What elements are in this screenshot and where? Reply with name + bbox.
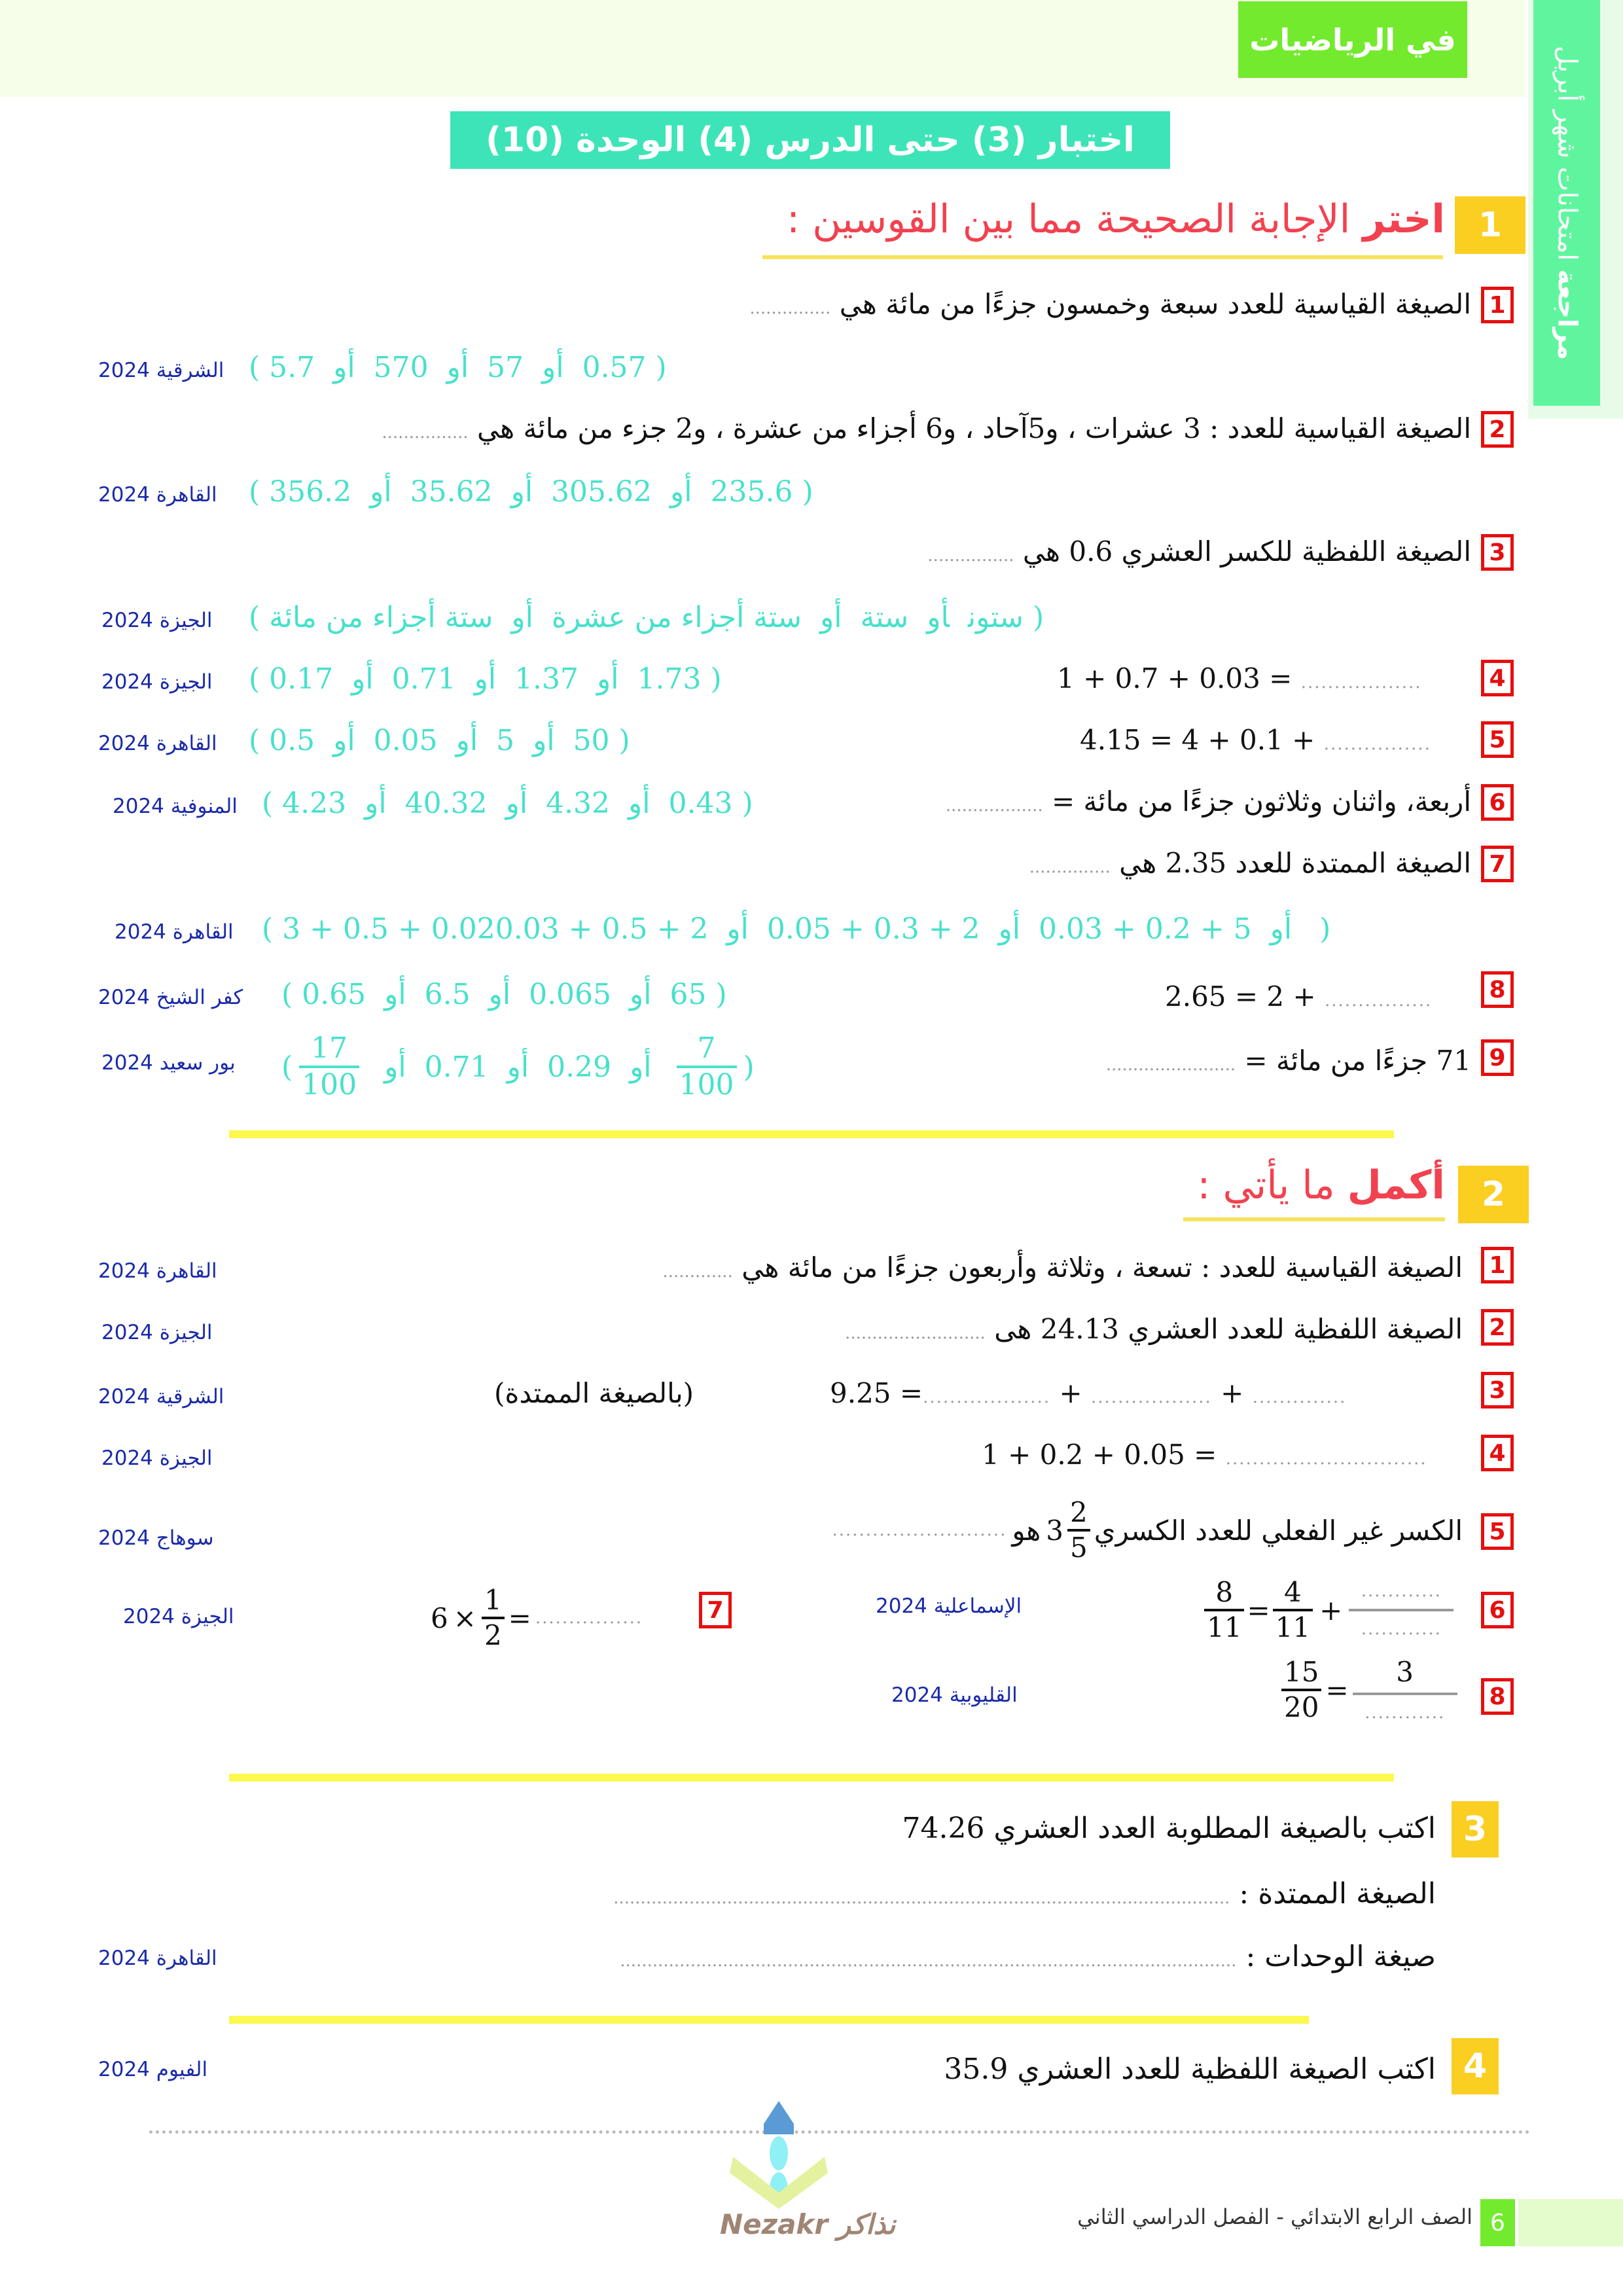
fraction-denominator: 100: [677, 1066, 737, 1100]
choice[interactable]: 6.5: [424, 978, 471, 1011]
fraction: [1273, 1576, 1313, 1643]
question-text: [832, 1496, 1463, 1564]
answer-blank-numerator[interactable]: ............: [1361, 1581, 1442, 1601]
section-2-underline: [1183, 1217, 1445, 1221]
fraction-numerator: 17: [311, 1031, 348, 1065]
question-expression: [1204, 1576, 1454, 1643]
choice[interactable]: ستة أجزاء من مائة: [269, 601, 493, 634]
side-banner: [1533, 0, 1600, 406]
question-text-body: الصيغة اللفظية للكسر العشري 0.6 هي: [1022, 535, 1471, 567]
subject-tag: [1238, 1, 1467, 78]
region-label: الجيزة 2024: [101, 609, 213, 632]
or-word: أو: [628, 787, 651, 820]
choice[interactable]: 0.43: [668, 787, 733, 820]
choices: ( 0.57أو57أو570أو5.7 ): [249, 351, 667, 384]
side-banner-rest: امتحانات شهر أبريل: [1552, 45, 1582, 261]
question-expression: [1057, 662, 1421, 694]
question-number-box: 3: [1481, 1372, 1514, 1408]
answer-blank[interactable]: ................: [1323, 734, 1431, 754]
question-text-after: هو: [1012, 1514, 1041, 1547]
question-text: [1029, 847, 1471, 879]
or-word: أو: [511, 601, 533, 634]
question-expression: [1165, 980, 1432, 1013]
or-word: أو: [488, 978, 511, 1011]
choice[interactable]: 50: [573, 724, 610, 757]
or-word: أو: [507, 1050, 529, 1084]
region-label: الشرقية 2024: [98, 1385, 224, 1408]
or-word: أو: [384, 1050, 406, 1084]
choice[interactable]: 3 + 0.5 + 0.02: [282, 912, 495, 946]
plus-sign: +: [1059, 1377, 1082, 1409]
region-label: الإسماعلية 2024: [876, 1594, 1022, 1618]
answer-blank[interactable]: ................: [535, 1608, 643, 1628]
fraction-numerator: 7: [697, 1031, 716, 1065]
times-sign: ×: [453, 1602, 476, 1634]
answer-fraction[interactable]: [1349, 1583, 1454, 1638]
or-word: أو: [533, 724, 555, 757]
answer-blank[interactable]: ..........................: [832, 1520, 1007, 1540]
fraction-numerator: 1: [484, 1584, 502, 1616]
region-label: بور سعيد 2024: [101, 1051, 236, 1075]
choice[interactable]: 0.71: [391, 662, 456, 696]
choices: ( 1.73أو1.37أو0.71أو0.17 ): [249, 662, 722, 696]
choice[interactable]: 0.065: [529, 978, 612, 1011]
region-label: الفيوم 2024: [98, 2058, 208, 2081]
question-number-box: 4: [1481, 1435, 1514, 1471]
fraction: [1281, 1656, 1321, 1723]
or-word: أو: [510, 475, 533, 509]
logo-icon: [717, 2101, 841, 2219]
question-text-body: أربعة، واثنان وثلاثون جزءًا من مائة =: [1051, 785, 1471, 817]
region-label: كفر الشيخ 2024: [98, 986, 243, 1009]
question-text: [927, 535, 1471, 567]
answer-fraction[interactable]: [1353, 1656, 1457, 1723]
fraction-numerator: 8: [1215, 1576, 1234, 1608]
section-3-number: 3: [1452, 1801, 1499, 1857]
choice[interactable]: 0.17: [269, 662, 334, 696]
choice[interactable]: 0.05: [373, 724, 438, 757]
choices: ( 65أو0.065أو6.5أو0.65 ): [281, 978, 727, 1011]
choice[interactable]: 0.71: [424, 1050, 489, 1084]
section-4-number: 4: [1452, 2038, 1499, 2094]
choice[interactable]: 2 + 0.3 + 0.05: [766, 912, 980, 946]
question-number-box: 6: [1481, 784, 1514, 821]
expanded-form-line: [613, 1877, 1436, 1910]
choice[interactable]: 235.6: [710, 475, 793, 509]
answer-blank[interactable]: ..............: [1252, 1388, 1347, 1407]
logo-text: Nezakr نذاكر: [720, 2208, 896, 2240]
question-number-box: 1: [1481, 287, 1514, 323]
or-word: أو: [597, 662, 619, 696]
paren-open: (: [743, 1050, 755, 1084]
or-word: أو: [365, 787, 387, 820]
choices: ( 235.6أو305.62أو35.62أو356.2 ): [249, 475, 813, 509]
mixed-fraction-part: [1067, 1496, 1090, 1564]
expanded-form-label: الصيغة الممتدة :: [1239, 1877, 1436, 1910]
region-label: الجيزة 2024: [123, 1605, 234, 1628]
section-1-heading-bold: اختر: [1363, 196, 1445, 242]
units-form-line: [620, 1940, 1436, 1973]
whole-number: 6: [431, 1602, 448, 1634]
choice[interactable]: 570: [373, 351, 429, 384]
fraction-denominator: 5: [1067, 1529, 1090, 1562]
expression-text: 4.15 = 4 + 0.1 +: [1080, 724, 1315, 756]
choice[interactable]: 2 + 0.5 + 0.03: [495, 912, 709, 946]
answer-blank[interactable]: ..........................: [845, 1323, 986, 1343]
question-number-box: 6: [1481, 1592, 1514, 1628]
question-text-body: 71 جزءًا من مائة =: [1244, 1045, 1471, 1077]
answer-blank[interactable]: ...............: [749, 298, 831, 318]
region-label: الجيزة 2024: [101, 1321, 213, 1344]
choice[interactable]: 0.57: [582, 351, 647, 384]
question-number-box: 8: [1481, 971, 1514, 1008]
answer-blank-denominator[interactable]: ............: [1349, 1609, 1454, 1638]
or-word: أو: [820, 601, 842, 634]
question-expression: [982, 1439, 1427, 1471]
question-number-box: 4: [1481, 660, 1514, 696]
region-label: الشرقية 2024: [98, 359, 224, 382]
or-word: أو: [505, 787, 528, 820]
fraction-numerator: 15: [1284, 1656, 1319, 1688]
plus-sign: +: [1221, 1377, 1244, 1409]
fraction-numerator: 4: [1284, 1576, 1302, 1608]
region-label: القاهرة 2024: [98, 1259, 217, 1283]
question-number-box: 1: [1481, 1247, 1514, 1283]
choice[interactable]: 1.37: [514, 662, 579, 696]
or-word: أو: [998, 912, 1021, 946]
choice[interactable]: 65: [669, 978, 707, 1011]
section-4-heading: اكتب الصيغة اللفظية للعدد العشري 35.9: [944, 2053, 1436, 2086]
region-label: الجيزة 2024: [101, 1446, 213, 1470]
question-expression: [1281, 1656, 1457, 1723]
or-word: أو: [726, 912, 749, 946]
fraction-denominator: 11: [1204, 1609, 1244, 1641]
region-label: القليوبية 2024: [891, 1683, 1018, 1707]
plus-sign: +: [1319, 1594, 1343, 1626]
units-form-label: صيغة الوحدات :: [1245, 1940, 1436, 1973]
question-number-box: 2: [1481, 1309, 1514, 1346]
section-1-underline: [762, 255, 1443, 259]
paren-close: ): [281, 1050, 293, 1084]
section-divider: [229, 1774, 1394, 1782]
question-text: [845, 1313, 1463, 1345]
mixed-whole: 3: [1046, 1514, 1063, 1547]
answer-blank[interactable]: ..................................................................................................................: [613, 1888, 1230, 1908]
choice[interactable]: 305.62: [551, 475, 652, 509]
test-title-text: اختبار (3) حتى الدرس (4) الوحدة (10): [486, 120, 1135, 160]
question-text-body: الصيغة القياسية للعدد سبعة وخمسون جزءًا من مائة هي: [839, 288, 1471, 320]
choices: [281, 1031, 755, 1102]
answer-blank[interactable]: ................: [382, 423, 469, 442]
question-expression: [431, 1584, 643, 1651]
or-word: أو: [630, 978, 652, 1011]
question-expression: [830, 1377, 1346, 1409]
fraction: [482, 1584, 505, 1651]
expression-text: 2.65 = 2 +: [1165, 980, 1316, 1013]
question-text: [1106, 1045, 1471, 1077]
question-text: [946, 785, 1471, 817]
section-1-number: 1: [1455, 196, 1525, 254]
answer-blank[interactable]: ..............................: [1225, 1449, 1427, 1469]
question-number-box: 3: [1481, 534, 1514, 571]
question-expression: [1080, 724, 1431, 756]
section-2-heading-bold: أكمل: [1347, 1162, 1445, 1208]
or-word: أو: [1270, 912, 1293, 946]
region-label: القاهرة 2024: [98, 732, 217, 755]
question-text: [749, 288, 1471, 320]
answer-blank[interactable]: ................: [1325, 991, 1433, 1011]
choice[interactable]: 0.5: [269, 724, 315, 757]
fraction-numerator: 3: [1396, 1656, 1414, 1688]
choice[interactable]: 35.62: [410, 475, 493, 509]
question-number-box: 9: [1481, 1039, 1514, 1076]
choice-fraction[interactable]: [299, 1031, 359, 1102]
choice[interactable]: 4.23: [282, 787, 347, 820]
answer-blank[interactable]: ................: [927, 546, 1014, 565]
region-label: سوهاج 2024: [98, 1526, 214, 1550]
section-divider: [229, 2016, 1309, 2024]
question-text-body: الصيغة اللفظية للعدد العشري 24.13 هى: [994, 1313, 1463, 1345]
or-word: أو: [370, 475, 392, 509]
equals-sign: =: [508, 1602, 531, 1634]
choices: ( 50أو5أو0.05أو0.5 ): [249, 724, 630, 757]
equals-sign: =: [1247, 1594, 1270, 1626]
answer-blank[interactable]: ...................: [923, 1388, 1051, 1407]
or-word: أو: [927, 601, 950, 634]
fraction-denominator: 11: [1273, 1609, 1313, 1641]
or-word: أو: [333, 724, 355, 757]
format-note: (بالصيغة الممتدة): [494, 1377, 694, 1409]
question-number-box: 8: [1481, 1678, 1514, 1715]
or-word: أو: [446, 351, 469, 384]
choice[interactable]: 5.7: [269, 351, 315, 384]
choice[interactable]: 0.29: [547, 1050, 612, 1084]
or-word: أو: [351, 662, 374, 696]
section-2-heading: [1197, 1162, 1445, 1208]
question-number-box: 7: [1481, 846, 1514, 882]
region-label: القاهرة 2024: [98, 483, 217, 507]
page-number: 6: [1480, 2199, 1515, 2246]
region-label: القاهرة 2024: [98, 1946, 217, 1970]
choices: ( ستونأوستةأوستة أجزاء من عشرةأوستة أجزاء من مائة ): [249, 601, 1044, 634]
or-word: أو: [384, 978, 406, 1011]
section-1-heading: [787, 196, 1445, 242]
choice[interactable]: 4.32: [546, 787, 611, 820]
or-word: أو: [455, 724, 478, 757]
question-number-box: 2: [1481, 411, 1514, 448]
answer-blank[interactable]: ..................: [1091, 1388, 1212, 1407]
section-3-heading: اكتب بالصيغة المطلوبة العدد العشري 74.26: [902, 1812, 1436, 1845]
or-word: أو: [542, 351, 564, 384]
choice[interactable]: 5: [496, 724, 515, 757]
answer-blank[interactable]: ..................: [1300, 673, 1422, 692]
side-banner-text: [1552, 46, 1582, 361]
question-text-body: الكسر غير الفعلي للعدد الكسري: [1094, 1514, 1463, 1547]
question-number-box: 5: [1481, 1513, 1514, 1550]
or-word: أو: [333, 351, 355, 384]
or-word: أو: [670, 475, 692, 509]
test-title: [450, 111, 1170, 169]
fraction-denominator: 100: [299, 1066, 359, 1100]
answer-blank[interactable]: ...............: [1029, 857, 1111, 877]
subject-label: في الرياضيات: [1249, 22, 1456, 58]
choice[interactable]: ستة أجزاء من عشرة: [551, 601, 802, 634]
section-1-heading-rest: الإجابة الصحيحة مما بين القوسين :: [786, 196, 1363, 242]
question-number-box: 7: [699, 1592, 732, 1628]
or-word: أو: [630, 1050, 652, 1084]
question-text: [382, 412, 1471, 444]
question-text-body: الصيغة القياسية للعدد : 3 عشرات ، و5آحاد ، و6 أجزاء من عشرة ، و2 جزء من مائة هي: [476, 412, 1471, 444]
fraction-denominator: 20: [1281, 1689, 1321, 1721]
answer-blank-denominator[interactable]: ............: [1353, 1693, 1457, 1721]
answer-blank[interactable]: ..................................................................................................................: [620, 1951, 1237, 1971]
footer-band: [1518, 2199, 1623, 2246]
question-text-body: الصيغة الممتدة للعدد 2.35 هي: [1119, 847, 1471, 879]
choice[interactable]: ستون: [967, 601, 1024, 634]
expression-text: 1 + 0.7 + 0.03 =: [1057, 662, 1293, 694]
region-label: المنوفية 2024: [113, 795, 238, 818]
choices: ( 3 + 0.5 + 0.02 أو5 + 0.2 + 0.03أو2 + 0.3 + 0.05أو2 + 0.5 + 0.03 ): [262, 912, 1331, 946]
choice[interactable]: ستة: [860, 601, 909, 634]
choice[interactable]: 5 + 0.2 + 0.03: [1039, 912, 1252, 946]
fraction-numerator: 2: [1069, 1496, 1088, 1528]
answer-blank[interactable]: .............: [662, 1262, 733, 1282]
choice[interactable]: 40.32: [404, 787, 488, 820]
question-text: [662, 1251, 1463, 1283]
expression-text: 1 + 0.2 + 0.05 =: [982, 1439, 1217, 1471]
answer-blank[interactable]: ........................: [1105, 1055, 1236, 1075]
section-2-number: 2: [1458, 1166, 1529, 1223]
region-label: القاهرة 2024: [115, 920, 234, 944]
section-divider: [229, 1130, 1394, 1138]
region-label: الجيزة 2024: [101, 670, 213, 694]
answer-blank[interactable]: ..................: [945, 796, 1043, 816]
side-banner-bold: مراجعة: [1552, 269, 1582, 361]
fraction: [1204, 1576, 1244, 1643]
equals-sign: =: [1325, 1674, 1349, 1706]
choice[interactable]: 0.65: [302, 978, 366, 1011]
section-2-heading-rest: ما يأتي :: [1197, 1162, 1347, 1208]
choice[interactable]: 57: [487, 351, 524, 384]
choices: ( 0.43أو4.32أو40.32أو4.23 ): [262, 787, 753, 820]
choice-fraction[interactable]: [677, 1031, 737, 1102]
or-word: أو: [474, 662, 497, 696]
choice[interactable]: 1.73: [637, 662, 702, 696]
fraction-denominator: 2: [482, 1617, 505, 1649]
question-text-body: الصيغة القياسية للعدد : تسعة ، وثلاثة وأربعون جزءًا من مائة هي: [741, 1251, 1463, 1283]
footer-grade-text: الصف الرابع الابتدائي - الفصل الدراسي الثاني: [1077, 2204, 1472, 2229]
choice[interactable]: 356.2: [269, 475, 352, 509]
expression-text: 9.25 =: [830, 1377, 923, 1409]
question-number-box: 5: [1481, 721, 1514, 758]
